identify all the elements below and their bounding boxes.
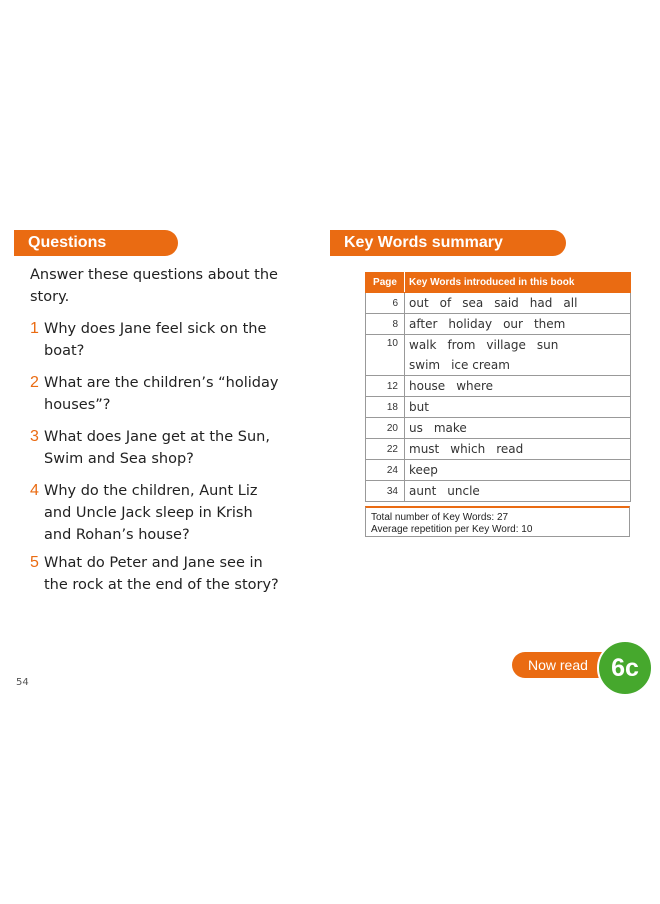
question-text: What does Jane get at the Sun, Swim and Sea shop? (44, 429, 270, 467)
page-cell: 6 (366, 293, 405, 314)
question-text: Why do the children, Aunt Liz and Uncle Jack sleep in Krish and Rohan’s house? (44, 483, 258, 543)
key-word: read (496, 442, 524, 456)
questions-heading: Questions (14, 230, 178, 256)
page-number: 54 (16, 677, 29, 688)
column-header-words: Key Words introduced in this book (405, 273, 631, 293)
words-cell (405, 418, 631, 439)
question-item (30, 318, 280, 362)
question-item (30, 426, 280, 470)
question-item (30, 552, 280, 596)
table-row (366, 418, 631, 439)
key-word: where (456, 379, 494, 393)
page-cell: 34 (366, 481, 405, 502)
page-cell: 12 (366, 376, 405, 397)
key-word: aunt (409, 484, 437, 498)
words-cell (405, 293, 631, 314)
key-word: all (563, 296, 578, 310)
key-word: from (447, 338, 476, 352)
words-cell (405, 460, 631, 481)
key-word: make (433, 421, 467, 435)
key-word: swim (409, 358, 441, 372)
question-item (30, 480, 280, 546)
key-word: house (409, 379, 446, 393)
words-cell (405, 314, 631, 335)
key-word: said (494, 296, 519, 310)
question-item (30, 372, 280, 416)
page-cell: 20 (366, 418, 405, 439)
key-word: after (409, 317, 438, 331)
table-row (366, 314, 631, 335)
table-row (366, 397, 631, 418)
key-word: our (503, 317, 523, 331)
page-cell: 22 (366, 439, 405, 460)
next-book-badge: 6c (597, 640, 653, 696)
total-key-words: Total number of Key Words: 27 (371, 512, 509, 523)
questions-intro: Answer these questions about the story. (30, 267, 278, 305)
words-cell (405, 335, 631, 376)
key-words-summary (365, 506, 630, 537)
key-word: sea (462, 296, 484, 310)
page-cell: 10 (366, 335, 405, 376)
question-text: Why does Jane feel sick on the boat? (44, 321, 267, 359)
page-cell: 18 (366, 397, 405, 418)
now-read-banner: Now read (512, 652, 620, 678)
key-word: keep (409, 463, 438, 477)
column-header-page: Page (366, 273, 405, 293)
key-word: village (486, 338, 526, 352)
words-cell (405, 376, 631, 397)
question-number: 1 (30, 320, 39, 337)
question-number: 5 (30, 554, 39, 571)
key-word: us (409, 421, 423, 435)
key-word: must (409, 442, 440, 456)
key-words-heading: Key Words summary (330, 230, 566, 256)
question-number: 3 (30, 428, 39, 445)
key-word: out (409, 296, 429, 310)
question-text: What are the children’s “holiday houses”? (44, 375, 279, 413)
average-repetition: Average repetition per Key Word: 10 (371, 524, 533, 535)
table-row (366, 335, 631, 376)
key-word: had (529, 296, 553, 310)
words-cell (405, 481, 631, 502)
key-word: ice cream (451, 358, 510, 372)
key-word: holiday (448, 317, 493, 331)
question-number: 2 (30, 374, 39, 391)
key-word: of (439, 296, 452, 310)
key-word: but (409, 400, 429, 414)
table-row (366, 481, 631, 502)
page-cell: 24 (366, 460, 405, 481)
question-text: What do Peter and Jane see in the rock at the end of the story? (44, 555, 279, 593)
table-row (366, 460, 631, 481)
table-row (366, 376, 631, 397)
key-word: which (450, 442, 486, 456)
key-words-table (365, 272, 631, 502)
key-word: them (533, 317, 566, 331)
key-word: uncle (447, 484, 480, 498)
key-word: sun (536, 338, 559, 352)
page-cell: 8 (366, 314, 405, 335)
question-number: 4 (30, 482, 39, 499)
words-cell (405, 439, 631, 460)
table-row (366, 439, 631, 460)
words-cell (405, 397, 631, 418)
table-row (366, 293, 631, 314)
key-word: walk (409, 338, 437, 352)
